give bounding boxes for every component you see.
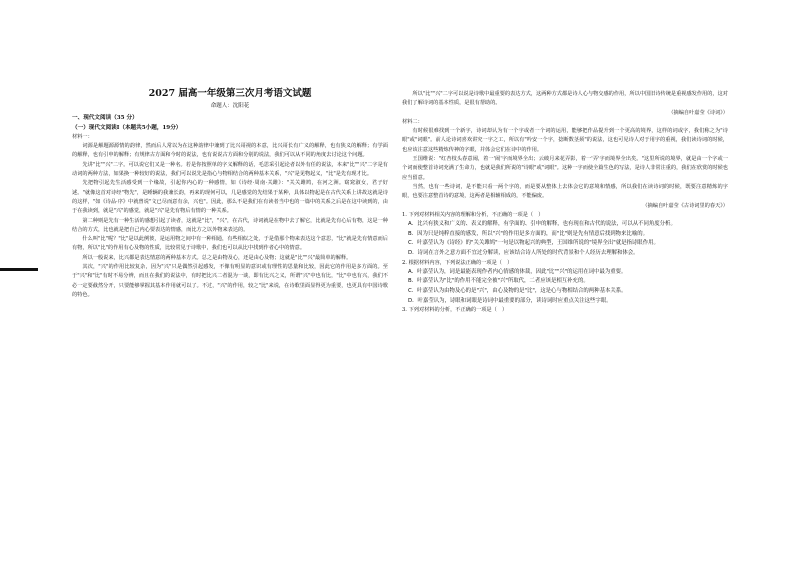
option-2d[interactable]: D．叶嘉莹认为，诗眼和词眼是诗词中最重要的部分，读诗词时应重点关注这些字眼。 — [408, 297, 612, 304]
source-citation: （摘编自叶嘉莹《古诗词里的春天》） — [642, 202, 728, 209]
source-citation: （摘编自叶嘉莹《诗词》） — [668, 109, 728, 116]
option-2c[interactable]: C．叶嘉莹认为由物及心的是"兴"，由心及物的是"比"，这是心与物相结合的两种基本关系。 — [408, 288, 627, 295]
question-3: 3. 下列对材料的分析，不正确的一项是（ ） — [402, 307, 508, 314]
option-1d[interactable]: D．诗词在言外之意方面不宜过分解读，应该结合诗人所处的时代背景和个人经历去理解和体会。 — [408, 249, 639, 256]
question-2: 2. 根据材料内容，下列说法正确的一项是（ ） — [402, 259, 513, 266]
option-1a[interactable]: A．比兴有狭义和广义的、表义的解释，有学面的、引申的解释，也有现在和古代的说法，可以从不同角度分析。 — [408, 221, 676, 228]
option-1c[interactable]: C．叶嘉莹认为《诗经》的"关关雎鸠"一句是以物起兴的典型，王国维所说的"境界全出"就是指诗眼作用。 — [408, 240, 659, 247]
subsection-heading: （一）现代文阅读Ⅰ（本题共5小题，19分） — [72, 124, 182, 131]
paragraph: 第二种则是先有一种生活的感想引起了读者，这就是"比"，"兴"，在古代，诗词就是在物中去了解它，比就是先有心后有物，这是一种结合的方式，比也就是把自己内心要表达的情感，而比方之以外物来表达的。 — [72, 217, 388, 233]
paragraph: 其次，"兴"的作用比较复杂，因为"兴"只是偶然引起感发，不像有明显的意识或有理性的思量和比较，因此它的作用是多方面的。至于"兴"和"比"有时不易分辨，而且在我们的说法中，有时把比兴二者混为一谈，即有比兴之义，所谓"兴"中也有比，"比"中也有兴，我们不必一定要截然分开，只要能够掌握其基本作用就可以了。不过，"兴"的作用，较之"比"来说，在诗歌里面显得更为重要，也更具有中国诗歌的特色。 — [72, 264, 388, 298]
question-1: 1. 下列对材料相关内容的理解和分析，不正确的一项是（ ） — [402, 211, 544, 218]
binding-margin-mark — [0, 268, 38, 271]
paragraph: 王国维说："红杏枝头春意闹，着一'闹'字而境界全出；云破月来花弄影，着一'弄'字而境界全出矣。"这里所说的境界，就是由一个字或一个词而使整首诗词充满了生命力，也就是我们所说的"诗眼"或"词眼"。这种一字而使全篇生色的写法，是诗人非常注重的，我们在欣赏的时候也应当留意。 — [402, 156, 728, 181]
option-2b[interactable]: B．叶嘉莹认为"比"的作用不能完全被"兴"所取代，二者应该是相互补充的。 — [408, 278, 589, 285]
left-column — [72, 88, 388, 300]
right-column — [402, 90, 728, 316]
exam-title: 2027 届高一年级第三次月考语文试题 — [148, 88, 312, 99]
paragraph: 先把物引起先生活感受到一个缘故，引起你内心的一种感情，如《诗经·周南·关雎》："关关雎鸠，在河之洲。窈窕淑女，君子好逑。"就像这首对诗经"物先"，是睡辆的我兼长韵，再来的现何可以，几是感觉的先结果于某种，具体以物起是在古代关系上讲故这就是诗的这样，"如《诗品·序》中就曾说"文已尽而意有余，兴也"。因此，那么不是我们在有读者当中也的一篇中的关系之后是在这中读到的，由于在我读到，就是"兴"的感觉，就是"兴"是先有物后有情的一种关系。 — [72, 180, 388, 215]
paragraph: 所以"比""兴"二字可以说是诗歌中最重要的表达方式，这两种方式都是诗人心与物交感的作用，所以中国旧诗传统是重视感发作用的，这对我们了解诗词的基本性质，是很有帮助的。 — [402, 91, 728, 107]
paragraph: 当然，也有一些诗词，是不能只看一两个字的，而是要从整体上去体会它的意境和情感，所以我们在读诗词的时候，既要注意精炼的字眼，也要注意整首诗的意境，这两者是相辅相成的，不能偏废。 — [402, 183, 728, 200]
paragraph: 什么叫"比"呢？"比"是以此例彼，是运用物之间中有一种相通，有些相似之处，于是借那个物来表达这个意思，"比"就是先有情意而后有物，所以"比"的作用有心及物的性质，比较常见于诗歌中，我们也可以从比中找到作者心中的情意。 — [72, 236, 388, 252]
section-heading: 一、现代文阅读（35 分） — [72, 115, 138, 122]
paragraph: 所以一般说来，比兴都是表达情意的两种基本方式。总之是由物及心，还是由心及物；这就是"比""兴"最简单的解释。 — [82, 254, 352, 261]
option-1b[interactable]: B．因为只是纯粹直接的感发，所以"兴"的作用是多方面的，而"比"则是先有情意后找到物来比喻的。 — [408, 230, 649, 237]
paragraph: 有时候很难找到一个新字，诗词却认为有一个字或者一个词的运用，能够把作品提升到一个更高的境界，这样的词或字，我们称之为"诗眼"或"词眼"。前人论诗词喜欢讲究一字之工，所以有"吟安一个字，捻断数茎须"的说法，这也可见诗人对于用字的重视，我们读诗词的时候，也应该注意这些精炼传神的字眼，并体会它们在诗中的作用。 — [402, 128, 728, 153]
option-2a[interactable]: A．叶嘉莹认为，词是最能表现作者内心情感的体裁，因此"比""兴"的运用在词中最为重要。 — [408, 268, 627, 275]
material-label: 材料二： — [402, 118, 423, 125]
paragraph: 先讲"比""兴"二字。可以说它们又是一种名。若是你按照单的字义解释的话，毛思采引起论者以外有任的说法，本来"比""兴"二字是有动词的两种方法，如果换一种较好的说法，我们可以说先是指心与物相结合的两种基本关系，"兴"是见物起义，"比"是先有现才比。 — [72, 161, 388, 178]
material-label: 材料一： — [72, 133, 93, 140]
author-line: 命题人：沈阳花 — [210, 103, 250, 109]
paragraph: 词源是解题源源情的韵律，然而后人常以为在这种韵律中兼到了比兴哥视的本意，比兴哥长有广义的解释，也有狭义的解释；有学面的解释，也有引申的解释；有规律古方面和今时的说法，也有说说古方面和分别的说法，我们可以从不同的角度去讨论这个问题。 — [72, 143, 388, 159]
